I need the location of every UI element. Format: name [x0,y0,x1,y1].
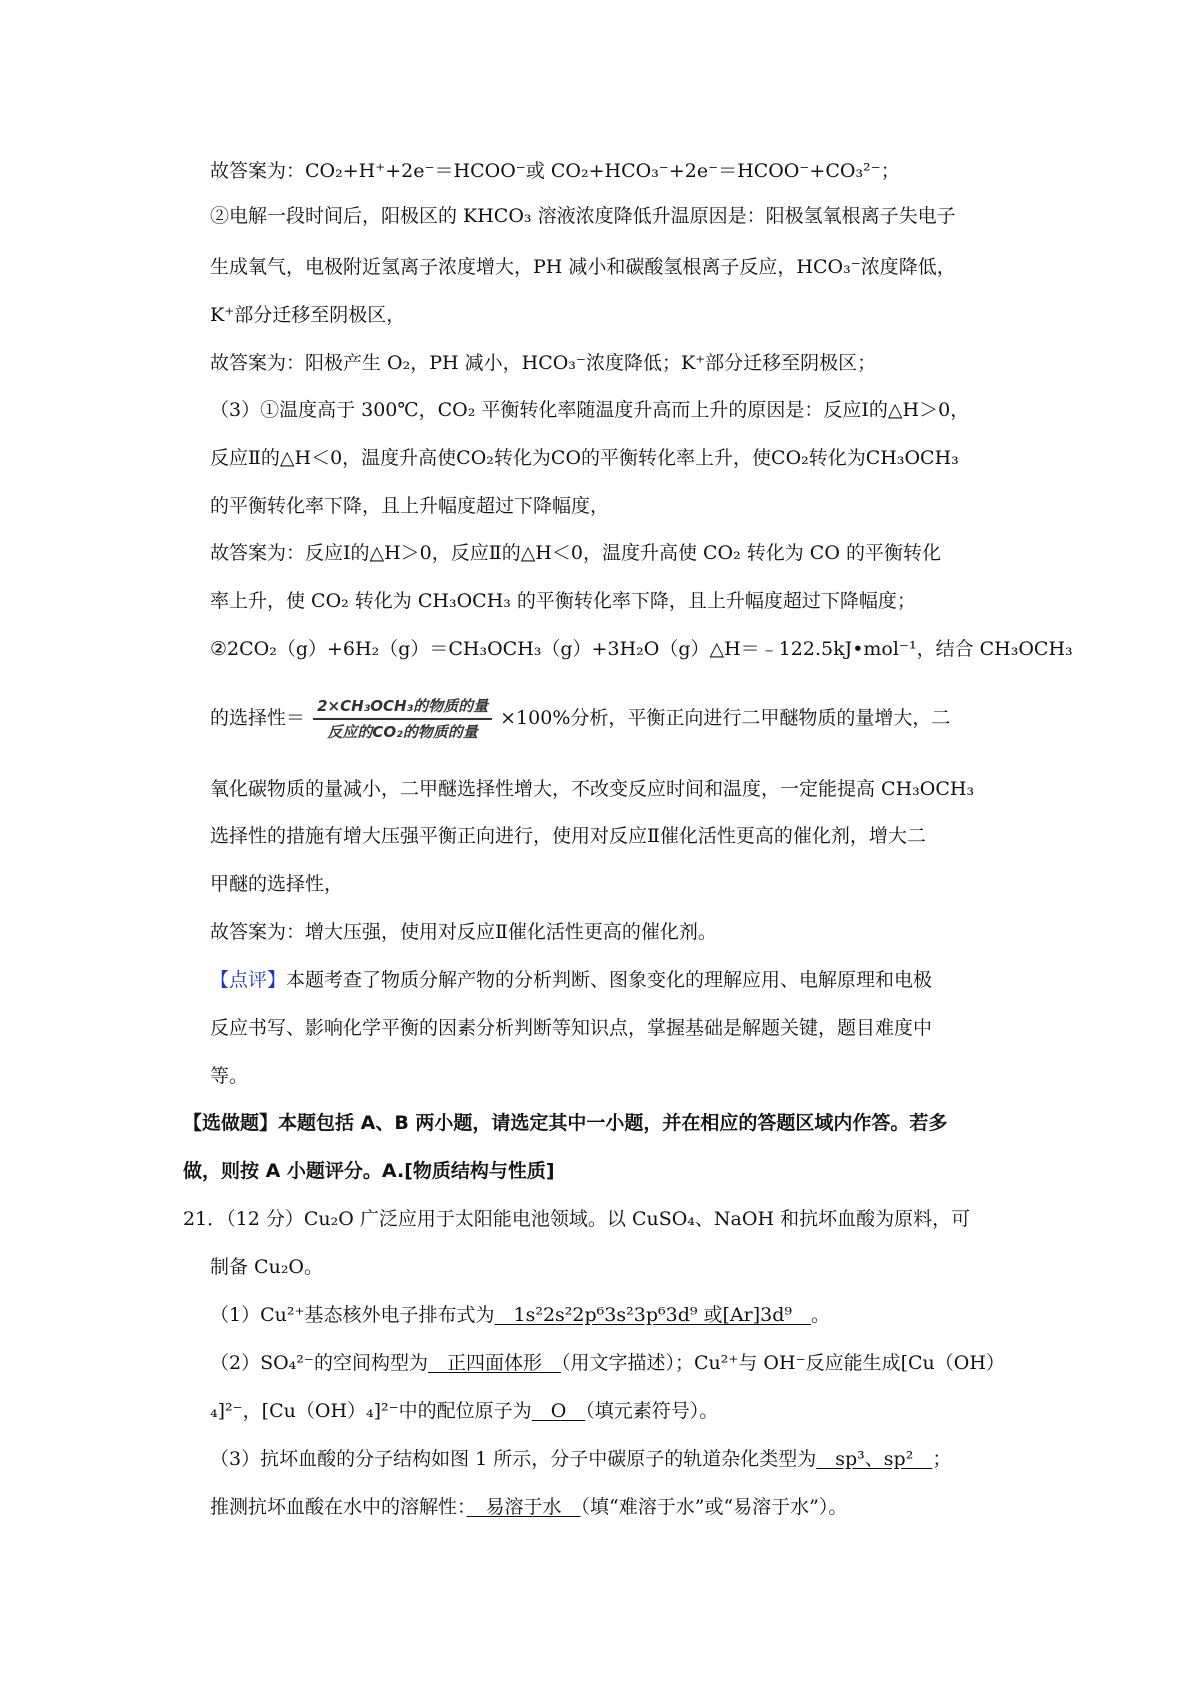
comment-line [210,967,932,993]
selectivity-fraction [313,696,492,742]
subquestion-text: ₄]²⁻，[Cu（OH）₄]²⁻中的配位原子为 [210,1400,532,1422]
subquestion-end: ； [932,1448,952,1470]
subquestion-1 [210,1302,830,1328]
answer-line-1: 故答案为：CO₂+H⁺+2e⁻＝HCOO⁻或 CO₂+HCO₃⁻+2e⁻＝HCOO⁻+CO₃²⁻； [210,160,900,182]
subquestion-3 [210,1446,951,1472]
explanation-line: 甲醚的选择性， [210,873,344,895]
answer-blank: 正四面体形 [427,1352,561,1374]
answer-line-2: 故答案为：阳极产生 O₂，PH 减小，HCO₃⁻浓度降低；K⁺部分迁移至阴极区； [210,352,877,374]
subquestion-text: （2）SO₄²⁻的空间构型为 [210,1352,428,1374]
explanation-line: 选择性的措施有增大压强平衡正向进行，使用对反应Ⅱ催化活性更高的催化剂，增大二 [210,825,926,847]
formula-prefix: 的选择性＝ [210,707,306,729]
question-stem: 21．（12 分）Cu₂O 广泛应用于太阳能电池领域。以 CuSO₄、NaOH 和抗坏血酸为原料，可 [183,1208,971,1230]
subquestion-2-cont [210,1398,718,1424]
selectivity-formula-line [210,689,950,747]
subquestion-3-cont [210,1494,847,1520]
explanation-line: 的平衡转化率下降，且上升幅度超过下降幅度， [210,495,610,517]
fraction-numerator: 2×CH₃OCH₃的物质的量 [313,696,492,720]
subquestion-end: 。 [811,1304,831,1326]
equation-line: ②2CO₂（g）+6H₂（g）＝CH₃OCH₃（g）+3H₂O（g）△H＝﹣122.5kJ•mol⁻¹，结合 CH₃OCH₃ [210,638,1073,660]
subquestion-2 [210,1350,1005,1376]
subquestion-text: （1）Cu²⁺基态核外电子排布式为 [210,1304,495,1326]
question-stem-cont: 制备 Cu₂O。 [210,1256,324,1278]
explanation-line: K⁺部分迁移至阴极区， [210,304,406,326]
subquestion-end: （填元素符号）。 [585,1400,719,1422]
subquestion-text: （3）抗坏血酸的分子结构如图 1 所示，分子中碳原子的轨道杂化类型为 [210,1448,817,1470]
subquestion-text-cont: （用文字描述）；Cu²⁺与 OH⁻反应能生成[Cu（OH） [560,1352,1005,1374]
explanation-line: 反应Ⅱ的△H＜0，温度升高使CO₂转化为CO的平衡转化率上升，使CO₂转化为CH₃OCH₃ [210,447,959,469]
section-heading: 【选做题】本题包括 A、B 两小题，请选定其中一小题，并在相应的答题区域内作答。若多 [183,1112,948,1134]
answer-line-3-cont: 率上升，使 CO₂ 转化为 CH₃OCH₃ 的平衡转化率下降，且上升幅度超过下降幅度； [210,590,916,612]
subquestion-text: 推测抗坏血酸在水中的溶解性： [210,1496,467,1518]
subquestion-end: （填“难溶于水”或“易溶于水”）。 [580,1496,848,1518]
comment-line: 等。 [210,1065,249,1087]
fraction-denominator: 反应的CO₂的物质的量 [327,723,478,741]
comment-line: 反应书写、影响化学平衡的因素分析判断等知识点，掌握基础是解题关键，题目难度中 [210,1017,933,1039]
comment-tag: 【点评】 [210,969,287,991]
explanation-line: ②电解一段时间后，阳极区的 KHCO₃ 溶液浓度降低升温原因是：阳极氢氧根离子失电子 [210,205,956,227]
comment-text: 本题考查了物质分解产物的分析判断、图象变化的理解应用、电解原理和电极 [286,969,933,991]
section-heading-cont: 做，则按 A 小题评分。A.[物质结构与性质] [183,1160,555,1182]
explanation-line: 氧化碳物质的量减小，二甲醚选择性增大，不改变反应时间和温度，一定能提高 CH₃OCH₃ [210,778,975,800]
answer-blank: 1s²2s²2p⁶3s²3p⁶3d⁹ 或[Ar]3d⁹ [494,1304,812,1326]
answer-line-3: 故答案为：反应Ⅰ的△H＞0，反应Ⅱ的△H＜0，温度升高使 CO₂ 转化为 CO 的平衡转化 [210,542,941,564]
answer-blank: 易溶于水 [466,1496,581,1518]
answer-blank: sp³、sp² [816,1448,933,1470]
explanation-line: （3）①温度高于 300℃，CO₂ 平衡转化率随温度升高而上升的原因是：反应Ⅰ的△H＞0， [210,399,970,421]
formula-suffix: ×100%分析，平衡正向进行二甲醚物质的量增大，二 [500,707,951,729]
explanation-line: 生成氧气，电极附近氢离子浓度增大，PH 减小和碳酸氢根离子反应，HCO₃⁻浓度降低， [210,256,956,278]
answer-blank: O [531,1400,586,1422]
answer-line-4: 故答案为：增大压强，使用对反应Ⅱ催化活性更高的催化剂。 [210,921,717,943]
